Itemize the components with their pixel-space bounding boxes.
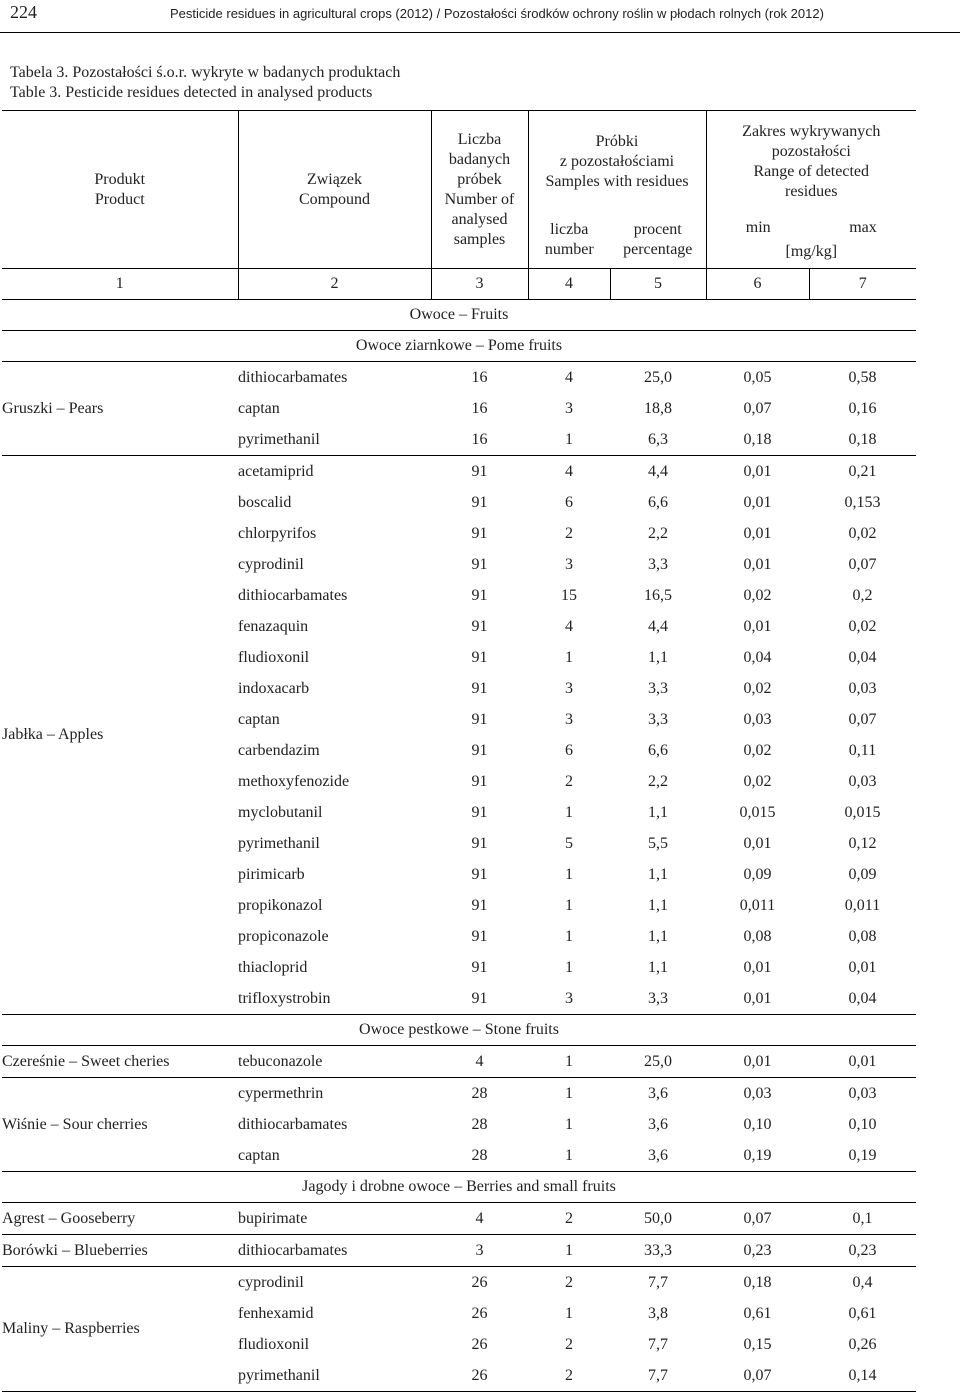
percentage-cell: 3,3 [610, 983, 706, 1015]
max-cell: 0,26 [848, 1335, 877, 1353]
percentage-cell: 2,2 [648, 772, 668, 790]
compound-cell: pyrimethanil [238, 424, 431, 456]
compound-cell: dithiocarbamates [238, 368, 348, 386]
table-row [2, 456, 916, 488]
count-cell: 2 [565, 524, 573, 542]
max-cell: 0,14 [809, 1360, 916, 1392]
samples-cell: 91 [471, 865, 488, 883]
count-cell: 15 [561, 586, 577, 604]
count-cell: 2 [565, 1273, 573, 1291]
compound-cell: myclobutanil [238, 803, 323, 821]
percentage-cell: 4,4 [648, 617, 668, 635]
header-rule [0, 32, 960, 33]
compound-cell: bupirimate [238, 1203, 431, 1235]
count-cell: 1 [528, 1140, 610, 1172]
count-cell: 4 [565, 462, 573, 480]
col-number: 2 [238, 269, 431, 300]
count-cell: 3 [565, 679, 573, 697]
count-cell: 5 [565, 834, 573, 852]
compound-cell: carbendazim [238, 741, 320, 759]
count-cell: 2 [565, 1335, 573, 1353]
compound-cell: chlorpyrifos [238, 524, 317, 542]
table-row [2, 1267, 916, 1299]
max-cell: 0,10 [848, 1115, 877, 1133]
header-analysed-samples: Liczba badanych próbek Number of analysed samples [431, 111, 528, 269]
min-cell: 0,18 [743, 1273, 772, 1291]
table-body [2, 269, 916, 1392]
percentage-cell: 3,3 [648, 710, 668, 728]
percentage-cell: 6,3 [610, 424, 706, 456]
compound-cell: cyprodinil [238, 555, 304, 573]
product-cell: Gruszki – Pears [2, 362, 238, 456]
samples-cell: 91 [471, 710, 488, 728]
compound-cell: pyrimethanil [238, 1360, 431, 1392]
min-cell: 0,15 [743, 1335, 772, 1353]
count-cell: 3 [565, 399, 573, 417]
min-cell: 0,01 [743, 462, 772, 480]
count-cell: 1 [528, 424, 610, 456]
compound-cell: captan [238, 710, 280, 728]
max-cell: 0,1 [809, 1203, 916, 1235]
header-samples-with-residues: Próbki z pozostałościami Samples with residues [528, 111, 706, 213]
percentage-cell: 3,3 [648, 679, 668, 697]
count-cell: 1 [565, 958, 573, 976]
header-unit: [mg/kg] [785, 243, 838, 261]
col-number: 3 [431, 269, 528, 300]
min-cell: 0,01 [706, 1046, 809, 1078]
header-percentage: procent percentage [623, 221, 693, 259]
max-cell: 0,58 [848, 368, 877, 386]
compound-cell: boscalid [238, 493, 292, 511]
percentage-cell: 1,1 [648, 958, 668, 976]
col-number: 7 [809, 269, 916, 300]
max-cell: 0,11 [848, 741, 877, 759]
max-cell: 0,03 [848, 1084, 877, 1102]
compound-cell: dithiocarbamates [238, 1235, 431, 1267]
min-cell: 0,05 [743, 368, 772, 386]
percentage-cell: 33,3 [610, 1235, 706, 1267]
section-label: Owoce pestkowe – Stone fruits [2, 1015, 916, 1046]
samples-cell: 91 [471, 958, 488, 976]
count-cell: 1 [565, 865, 573, 883]
compound-cell: captan [238, 399, 280, 417]
header-count: liczba number [528, 213, 610, 269]
min-cell: 0,02 [743, 772, 772, 790]
count-cell: 1 [565, 896, 573, 914]
samples-cell: 4 [431, 1203, 528, 1235]
residues-table [2, 110, 916, 1392]
count-cell: 1 [565, 927, 573, 945]
min-cell: 0,02 [743, 679, 772, 697]
count-cell: 4 [565, 368, 573, 386]
percentage-cell: 5,5 [648, 834, 668, 852]
min-cell: 0,10 [743, 1115, 772, 1133]
percentage-cell: 1,1 [648, 648, 668, 666]
min-cell: 0,01 [743, 834, 772, 852]
min-cell: 0,01 [743, 493, 772, 511]
count-cell: 1 [565, 803, 573, 821]
table-row [2, 362, 916, 394]
count-cell: 1 [565, 1084, 573, 1102]
samples-cell: 91 [471, 586, 488, 604]
min-cell: 0,02 [743, 741, 772, 759]
min-cell: 0,01 [743, 617, 772, 635]
table-row [2, 1078, 916, 1110]
product-cell: Jabłka – Apples [2, 456, 238, 1015]
max-cell: 0,08 [848, 927, 877, 945]
header-product: Produkt Product [2, 111, 238, 269]
compound-cell: fludioxonil [238, 1335, 310, 1353]
min-cell: 0,01 [743, 555, 772, 573]
min-cell: 0,01 [706, 983, 809, 1015]
samples-cell: 28 [471, 1084, 488, 1102]
samples-cell: 26 [471, 1273, 488, 1291]
count-cell: 1 [565, 1115, 573, 1133]
max-cell: 0,4 [852, 1273, 873, 1291]
samples-cell: 91 [431, 983, 528, 1015]
percentage-cell: 3,6 [648, 1115, 668, 1133]
count-cell: 1 [565, 1304, 573, 1322]
percentage-cell: 18,8 [644, 399, 672, 417]
samples-cell: 26 [431, 1360, 528, 1392]
samples-cell: 91 [471, 524, 488, 542]
percentage-cell: 2,2 [648, 524, 668, 542]
samples-cell: 91 [471, 803, 488, 821]
table-row [2, 1203, 916, 1235]
percentage-cell: 4,4 [648, 462, 668, 480]
max-cell: 0,011 [844, 896, 881, 914]
max-cell: 0,153 [844, 493, 881, 511]
count-cell: 3 [565, 555, 573, 573]
samples-cell: 91 [471, 927, 488, 945]
samples-cell: 28 [431, 1140, 528, 1172]
compound-cell: fenhexamid [238, 1304, 314, 1322]
percentage-cell: 1,1 [648, 803, 668, 821]
min-cell: 0,011 [739, 896, 776, 914]
max-cell: 0,2 [852, 586, 873, 604]
min-cell: 0,07 [743, 399, 772, 417]
samples-cell: 91 [471, 679, 488, 697]
count-cell: 1 [565, 648, 573, 666]
min-cell: 0,09 [743, 865, 772, 883]
max-cell: 0,21 [848, 462, 877, 480]
compound-cell: captan [238, 1140, 431, 1172]
section-berries [2, 1172, 916, 1203]
min-cell: 0,19 [706, 1140, 809, 1172]
col-number: 1 [2, 269, 238, 300]
samples-cell: 91 [471, 493, 488, 511]
samples-cell: 91 [471, 617, 488, 635]
compound-cell: cyprodinil [238, 1273, 304, 1291]
table-caption-en: Table 3. Pesticide residues detected in analysed products [10, 84, 373, 101]
count-cell: 3 [528, 983, 610, 1015]
percentage-cell: 3,6 [610, 1140, 706, 1172]
header-min: min [745, 219, 771, 237]
min-cell: 0,03 [743, 710, 772, 728]
compound-cell: fludioxonil [238, 648, 310, 666]
percentage-cell: 7,7 [648, 1335, 668, 1353]
samples-cell: 16 [471, 399, 488, 417]
page-number: 224 [10, 2, 37, 22]
max-cell: 0,01 [848, 958, 877, 976]
table-row [2, 1235, 916, 1267]
max-cell: 0,01 [809, 1046, 916, 1078]
compound-cell: dithiocarbamates [238, 1115, 348, 1133]
min-cell: 0,23 [706, 1235, 809, 1267]
product-cell: Borówki – Blueberries [2, 1235, 238, 1267]
col-number: 5 [610, 269, 706, 300]
compound-cell: thiacloprid [238, 958, 308, 976]
max-cell: 0,03 [848, 772, 877, 790]
col-number: 4 [528, 269, 610, 300]
percentage-cell: 25,0 [644, 368, 672, 386]
max-cell: 0,015 [844, 803, 881, 821]
product-cell: Maliny – Raspberries [2, 1267, 238, 1392]
max-cell: 0,04 [848, 648, 877, 666]
section-label: Jagody i drobne owoce – Berries and small fruits [2, 1172, 916, 1203]
max-cell: 0,07 [848, 555, 877, 573]
header-compound: Związek Compound [238, 111, 431, 269]
percentage-cell: 6,6 [648, 741, 668, 759]
count-cell: 2 [528, 1203, 610, 1235]
product-cell: Czereśnie – Sweet cheries [2, 1046, 238, 1078]
percentage-cell: 7,7 [648, 1273, 668, 1291]
compound-cell: acetamiprid [238, 462, 314, 480]
table-header [2, 111, 916, 269]
max-cell: 0,09 [848, 865, 877, 883]
max-cell: 0,19 [809, 1140, 916, 1172]
compound-cell: trifloxystrobin [238, 983, 431, 1015]
header-max: max [849, 219, 877, 237]
samples-cell: 91 [471, 741, 488, 759]
compound-cell: propikonazol [238, 896, 323, 914]
max-cell: 0,12 [848, 834, 877, 852]
product-cell: Agrest – Gooseberry [2, 1203, 238, 1235]
percentage-cell: 25,0 [610, 1046, 706, 1078]
max-cell: 0,23 [809, 1235, 916, 1267]
percentage-cell: 3,3 [648, 555, 668, 573]
max-cell: 0,61 [848, 1304, 877, 1322]
min-cell: 0,01 [743, 958, 772, 976]
running-title: Pesticide residues in agricultural crops (2012) / Pozostałości środków ochrony roślin w płodach rolnych (rok 2012) [170, 6, 824, 21]
min-cell: 0,01 [743, 524, 772, 542]
percentage-cell: 6,6 [648, 493, 668, 511]
section-label: Owoce – Fruits [2, 300, 916, 331]
samples-cell: 16 [471, 368, 488, 386]
max-cell: 0,02 [848, 524, 877, 542]
samples-cell: 26 [471, 1304, 488, 1322]
compound-cell: pirimicarb [238, 865, 305, 883]
percentage-cell: 50,0 [610, 1203, 706, 1235]
percentage-cell: 7,7 [610, 1360, 706, 1392]
percentage-cell: 1,1 [648, 927, 668, 945]
min-cell: 0,03 [743, 1084, 772, 1102]
samples-cell: 4 [431, 1046, 528, 1078]
count-cell: 6 [565, 493, 573, 511]
percentage-cell: 1,1 [648, 896, 668, 914]
header-min-max [706, 213, 916, 269]
samples-cell: 91 [471, 772, 488, 790]
table-caption-pl: Tabela 3. Pozostałości ś.o.r. wykryte w badanych produktach [10, 64, 401, 81]
percentage-cell: 3,6 [648, 1084, 668, 1102]
max-cell: 0,03 [848, 679, 877, 697]
min-cell: 0,07 [706, 1203, 809, 1235]
count-cell: 3 [565, 710, 573, 728]
col-number: 6 [706, 269, 809, 300]
max-cell: 0,07 [848, 710, 877, 728]
min-cell: 0,07 [706, 1360, 809, 1392]
min-cell: 0,02 [743, 586, 772, 604]
samples-cell: 26 [471, 1335, 488, 1353]
max-cell: 0,16 [848, 399, 877, 417]
compound-cell: indoxacarb [238, 679, 310, 697]
samples-cell: 3 [431, 1235, 528, 1267]
count-cell: 6 [565, 741, 573, 759]
percentage-cell: 1,1 [648, 865, 668, 883]
min-cell: 0,61 [743, 1304, 772, 1322]
count-cell: 1 [528, 1046, 610, 1078]
samples-cell: 91 [471, 555, 488, 573]
product-cell: Wiśnie – Sour cherries [2, 1078, 238, 1172]
compound-cell: dithiocarbamates [238, 586, 348, 604]
column-number-row [2, 269, 916, 300]
max-cell: 0,04 [809, 983, 916, 1015]
percentage-cell: 16,5 [644, 586, 672, 604]
percentage-cell: 3,8 [648, 1304, 668, 1322]
header-range: Zakres wykrywanych pozostałości Range of detected residues [706, 111, 916, 213]
samples-cell: 16 [431, 424, 528, 456]
section-pome-fruits [2, 331, 916, 362]
compound-cell: tebuconazole [238, 1046, 431, 1078]
compound-cell: fenazaquin [238, 617, 309, 635]
compound-cell: pyrimethanil [238, 834, 320, 852]
min-cell: 0,04 [743, 648, 772, 666]
table-row [2, 1046, 916, 1078]
count-cell: 4 [565, 617, 573, 635]
compound-cell: cypermethrin [238, 1084, 324, 1102]
samples-cell: 91 [471, 896, 488, 914]
section-fruits [2, 300, 916, 331]
count-cell: 2 [528, 1360, 610, 1392]
compound-cell: propiconazole [238, 927, 329, 945]
samples-cell: 91 [471, 648, 488, 666]
samples-cell: 91 [471, 834, 488, 852]
section-label: Owoce ziarnkowe – Pome fruits [2, 331, 916, 362]
count-cell: 1 [528, 1235, 610, 1267]
samples-cell: 91 [471, 462, 488, 480]
min-cell: 0,015 [739, 803, 776, 821]
max-cell: 0,02 [848, 617, 877, 635]
samples-cell: 28 [471, 1115, 488, 1133]
section-stone-fruits [2, 1015, 916, 1046]
min-cell: 0,08 [743, 927, 772, 945]
compound-cell: methoxyfenozide [238, 772, 350, 790]
running-header [0, 0, 960, 38]
count-cell: 2 [565, 772, 573, 790]
min-cell: 0,18 [706, 424, 809, 456]
max-cell: 0,18 [809, 424, 916, 456]
